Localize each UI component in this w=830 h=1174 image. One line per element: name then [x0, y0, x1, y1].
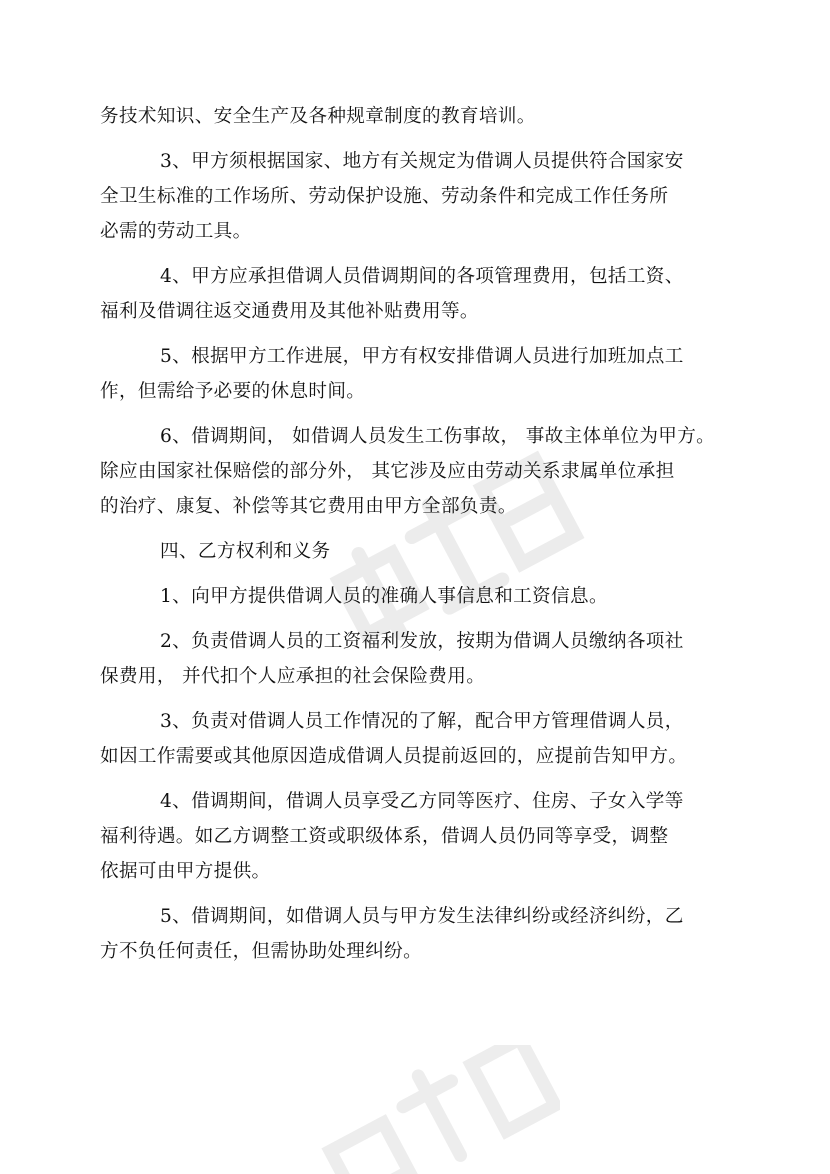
paragraph-line: 作，但需给予必要的休息时间。: [100, 381, 366, 402]
paragraph-line: 5、根据甲方工作进展，甲方有权安排借调人员进行加班加点工: [160, 346, 684, 367]
paragraph-line: 的治疗、康复、补偿等其它费用由甲方全部负责。: [100, 496, 517, 517]
paragraph-line: 除应由国家社保赔偿的部分外， 其它涉及应由劳动关系隶属单位承担: [100, 461, 675, 482]
paragraph-line: 如因工作需要或其他原因造成借调人员提前返回的，应提前告知甲方。: [100, 746, 688, 767]
paragraph-line: 全卫生标准的工作场所、劳动保护设施、劳动条件和完成工作任务所: [100, 186, 669, 207]
paragraph-line: 必需的劳动工具。: [100, 221, 252, 242]
paragraph-line: 福利及借调往返交通费用及其他补贴费用等。: [100, 301, 479, 322]
document-body: [100, 99, 730, 969]
paragraph-line: 4、借调期间，借调人员享受乙方同等医疗、住房、子女入学等: [160, 791, 684, 812]
section-heading: 四、乙方权利和义务: [160, 541, 331, 562]
paragraph-line: 5、借调期间，如借调人员与甲方发生法律纠纷或经济纠纷，乙: [160, 906, 684, 927]
watermark-logo-bottom: [300, 1045, 560, 1174]
paragraph-line: 3、负责对借调人员工作情况的了解，配合甲方管理借调人员，: [160, 711, 684, 732]
paragraph-line: 1、向甲方提供借调人员的准确人事信息和工资信息。: [160, 586, 608, 607]
paragraph-line: 依据可由甲方提供。: [100, 861, 271, 882]
paragraph-line: 4、甲方应承担借调人员借调期间的各项管理费用，包括工资、: [160, 266, 684, 287]
paragraph-line: 2、负责借调人员的工资福利发放，按期为借调人员缴纳各项社: [160, 631, 684, 652]
paragraph-line: 6、借调期间， 如借调人员发生工伤事故， 事故主体单位为甲方。: [160, 426, 716, 447]
paragraph-line: 务技术知识、安全生产及各种规章制度的教育培训。: [100, 106, 536, 127]
paragraph-line: 福利待遇。如乙方调整工资或职级体系，借调人员仍同等享受，调整: [100, 826, 669, 847]
paragraph-line: 保费用， 并代扣个人应承担的社会保险费用。: [100, 666, 486, 687]
paragraph-line: 3、甲方须根据国家、地方有关规定为借调人员提供符合国家安: [160, 151, 684, 172]
paragraph-line: 方不负任何责任，但需协助处理纠纷。: [100, 941, 423, 962]
